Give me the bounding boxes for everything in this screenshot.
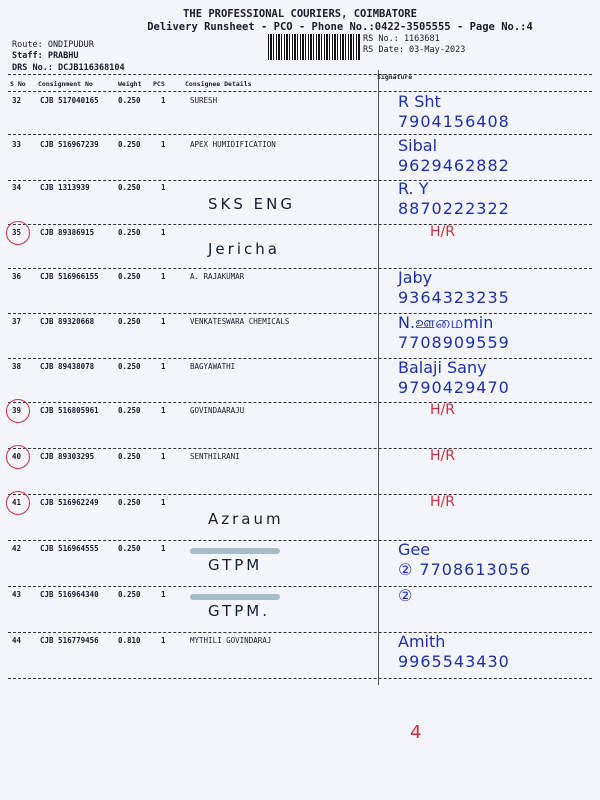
row-separator xyxy=(8,540,592,541)
row-consignment: CJB 516779456 xyxy=(40,636,99,645)
rs-number: RS No.: 1163681 xyxy=(363,34,440,44)
row-signature: Sibal xyxy=(398,136,438,155)
row-handwritten-detail: Jericha xyxy=(208,240,280,258)
row-pcs: 1 xyxy=(161,317,166,326)
row-pcs: 1 xyxy=(161,498,166,507)
row-signature: Gee xyxy=(398,540,431,559)
row-pcs: 1 xyxy=(161,228,166,237)
row-sno: 35 xyxy=(12,228,22,237)
row-weight: 0.250 xyxy=(118,317,141,326)
row-weight: 0.250 xyxy=(118,96,141,105)
row-handwritten-detail: GTPM. xyxy=(208,602,271,620)
row-separator xyxy=(8,402,592,403)
row-separator xyxy=(8,586,592,587)
row-weight: 0.250 xyxy=(118,498,141,507)
row-weight: 0.250 xyxy=(118,544,141,553)
col-consignment: Consignment No xyxy=(38,80,93,88)
header-bottom-rule xyxy=(8,91,592,92)
row-separator xyxy=(8,134,592,135)
row-handwritten-detail: SKS ENG xyxy=(208,195,295,213)
row-consignment: CJB 89386915 xyxy=(40,228,95,237)
row-signature: H/R xyxy=(430,448,455,464)
row-pcs: 1 xyxy=(161,140,166,149)
row-weight: 0.250 xyxy=(118,272,141,281)
row-consignment: CJB 516966155 xyxy=(40,272,99,281)
row-weight: 0.250 xyxy=(118,590,141,599)
row-circle-mark xyxy=(6,445,30,469)
row-separator xyxy=(8,678,592,679)
row-phone: ② 7708613056 xyxy=(398,560,532,579)
row-pcs: 1 xyxy=(161,544,166,553)
row-consignment: CJB 89320668 xyxy=(40,317,95,326)
row-signature: Jaby xyxy=(398,268,433,287)
row-phone: 7708909559 xyxy=(398,333,510,352)
row-signature: N.ஊமைmin xyxy=(398,313,494,332)
barcode xyxy=(268,34,360,60)
row-weight: 0.250 xyxy=(118,140,141,149)
row-circle-mark xyxy=(6,491,30,515)
row-consignment: CJB 89438078 xyxy=(40,362,95,371)
row-signature: Amith xyxy=(398,632,446,651)
row-consignment: CJB 516967239 xyxy=(40,140,99,149)
row-consignment: CJB 517040165 xyxy=(40,96,99,105)
row-signature: ② xyxy=(398,586,413,605)
row-pcs: 1 xyxy=(161,272,166,281)
row-phone: 9790429470 xyxy=(398,378,510,397)
row-weight: 0.250 xyxy=(118,406,141,415)
row-sno: 43 xyxy=(12,590,22,599)
row-pcs: 1 xyxy=(161,183,166,192)
row-sno: 37 xyxy=(12,317,22,326)
row-phone: 9629462882 xyxy=(398,156,510,175)
route-label: Route: ONDIPUDUR xyxy=(12,40,94,50)
row-details: SURESH xyxy=(190,96,218,105)
row-separator xyxy=(8,313,592,314)
row-signature: R. Y xyxy=(398,179,429,198)
row-separator xyxy=(8,358,592,359)
row-details: BAGYAWATHI xyxy=(190,362,236,371)
row-consignment: CJB 1313939 xyxy=(40,183,90,192)
col-weight: Weight xyxy=(118,80,142,88)
row-circle-mark xyxy=(6,399,30,423)
row-signature: H/R xyxy=(430,224,455,240)
row-sno: 40 xyxy=(12,452,22,461)
row-separator xyxy=(8,224,592,225)
row-details: VENKATESWARA CHEMICALS xyxy=(190,317,290,326)
row-details: GOVINDAARAJU xyxy=(190,406,245,415)
header-top-rule xyxy=(8,74,592,75)
row-pcs: 1 xyxy=(161,96,166,105)
row-pcs: 1 xyxy=(161,636,166,645)
row-sno: 33 xyxy=(12,140,22,149)
row-weight: 0.250 xyxy=(118,362,141,371)
row-details: APEX HUMIDIFICATION xyxy=(190,140,276,149)
row-sno: 44 xyxy=(12,636,22,645)
row-signature: R Sht xyxy=(398,92,441,111)
row-phone: 7904156408 xyxy=(398,112,510,131)
row-signature: Balaji Sany xyxy=(398,358,487,377)
row-handwritten-detail: GTPM xyxy=(208,556,263,574)
rs-date: RS Date: 03-May-2023 xyxy=(363,45,466,55)
row-sno: 39 xyxy=(12,406,22,415)
row-weight: 0.250 xyxy=(118,183,141,192)
row-consignment: CJB 516964555 xyxy=(40,544,99,553)
col-details: Consignee Details xyxy=(185,80,252,88)
row-details: SENTHILRANI xyxy=(190,452,240,461)
col-signature: Signature xyxy=(377,73,413,81)
row-weight: 0.250 xyxy=(118,452,141,461)
row-handwritten-detail: Azraum xyxy=(208,510,284,528)
row-weight: 0.810 xyxy=(118,636,141,645)
signature-column-divider xyxy=(378,70,379,685)
row-pcs: 1 xyxy=(161,406,166,415)
row-sno: 32 xyxy=(12,96,22,105)
footer-mark: 4 xyxy=(410,722,422,743)
row-signature: H/R xyxy=(430,402,455,418)
row-sno: 42 xyxy=(12,544,22,553)
row-redaction xyxy=(190,594,280,600)
row-separator xyxy=(8,268,592,269)
company-title: THE PROFESSIONAL COURIERS, COIMBATORE xyxy=(183,8,417,20)
row-details: A. RAJAKUMAR xyxy=(190,272,245,281)
col-sno: S No xyxy=(10,80,26,88)
runsheet-title: Delivery Runsheet - PCO - Phone No.:0422-3505555 - Page No.:4 xyxy=(147,21,533,33)
row-pcs: 1 xyxy=(161,452,166,461)
row-separator xyxy=(8,448,592,449)
row-signature: H/R xyxy=(430,494,455,510)
row-sno: 36 xyxy=(12,272,22,281)
row-separator xyxy=(8,632,592,633)
staff-label: Staff: PRABHU xyxy=(12,51,79,61)
row-pcs: 1 xyxy=(161,362,166,371)
row-consignment: CJB 89303295 xyxy=(40,452,95,461)
row-redaction xyxy=(190,548,280,554)
col-pcs: PCS xyxy=(153,80,165,88)
row-sno: 38 xyxy=(12,362,22,371)
row-details: MYTHILI GOVINDARAJ xyxy=(190,636,272,645)
row-separator xyxy=(8,494,592,495)
row-sno: 34 xyxy=(12,183,22,192)
row-sno: 41 xyxy=(12,498,22,507)
row-consignment: CJB 516962249 xyxy=(40,498,99,507)
row-pcs: 1 xyxy=(161,590,166,599)
row-phone: 9965543430 xyxy=(398,652,510,671)
row-circle-mark xyxy=(6,221,30,245)
row-separator xyxy=(8,180,592,181)
row-consignment: CJB 516964340 xyxy=(40,590,99,599)
row-weight: 0.250 xyxy=(118,228,141,237)
drs-number: DRS No.: DCJB116368104 xyxy=(12,63,125,73)
row-phone: 9364323235 xyxy=(398,288,510,307)
row-consignment: CJB 516805961 xyxy=(40,406,99,415)
row-phone: 8870222322 xyxy=(398,199,510,218)
